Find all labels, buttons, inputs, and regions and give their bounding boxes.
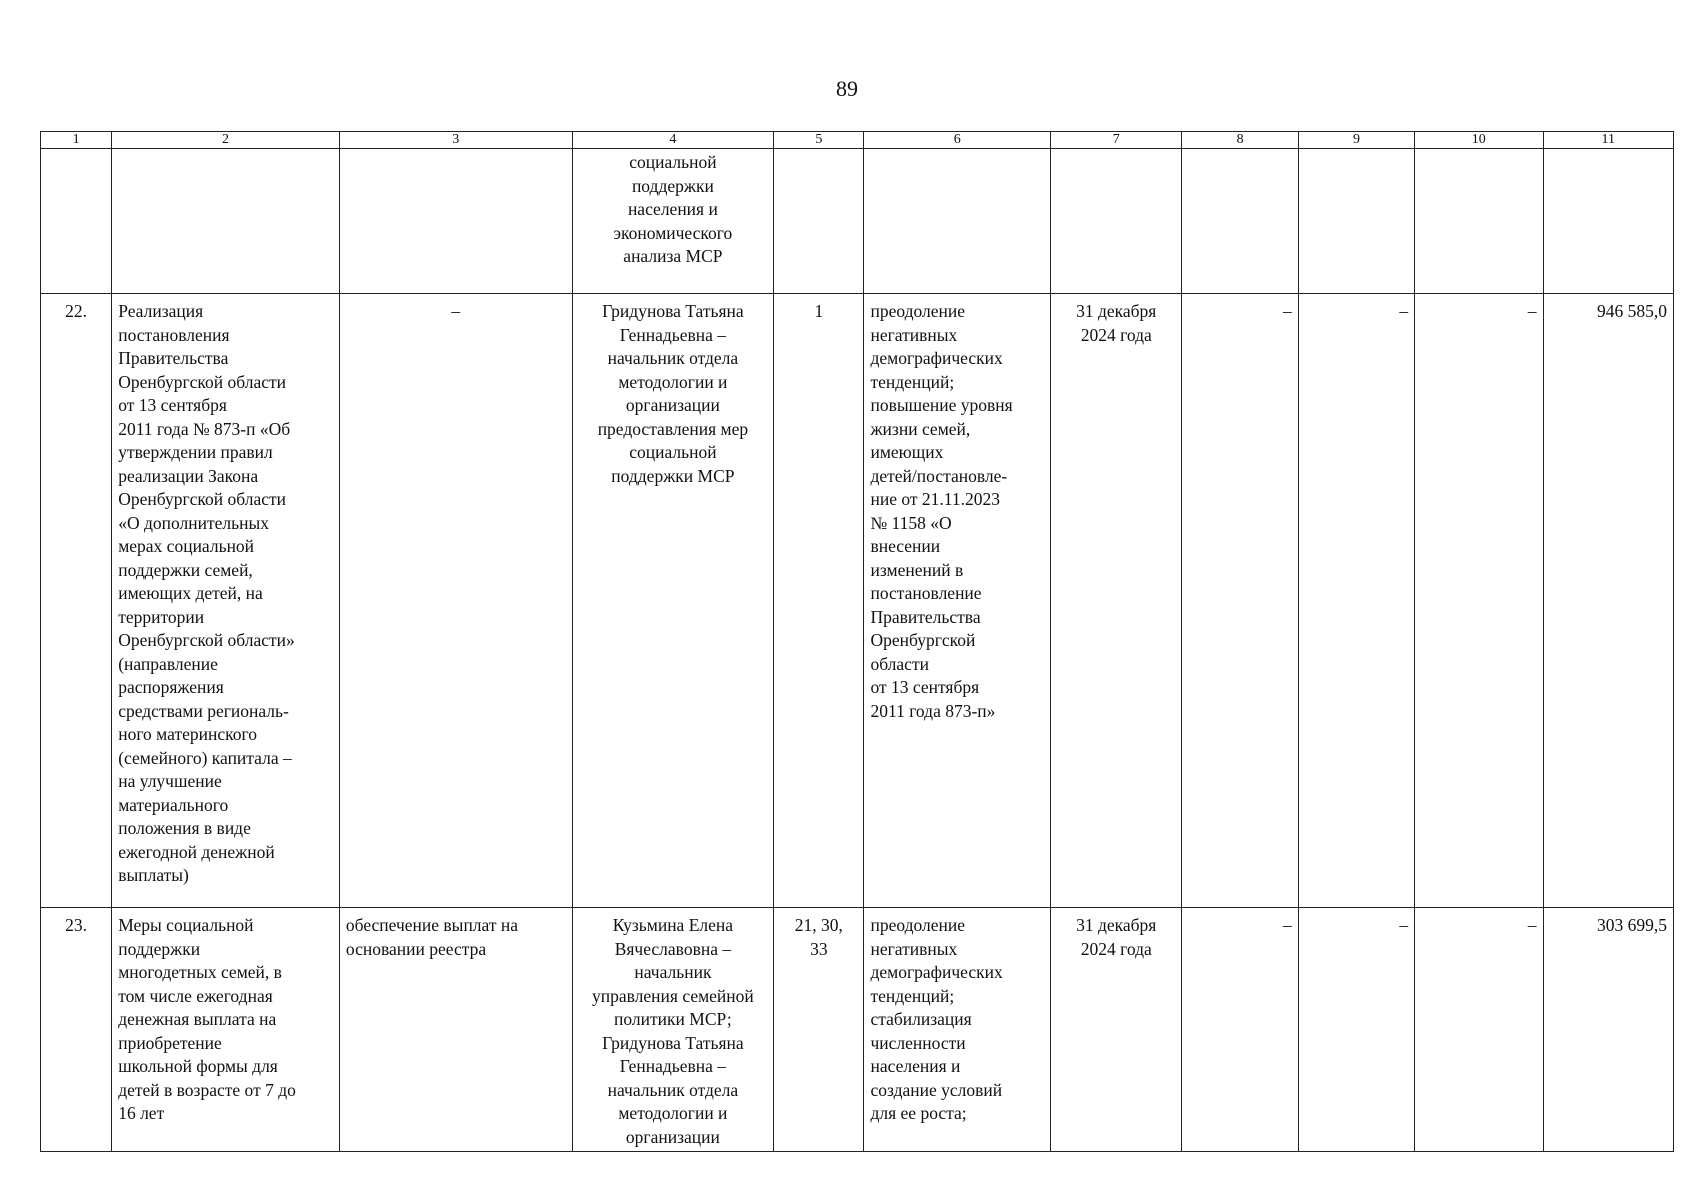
funding-amount: [1543, 149, 1674, 294]
column-number: 7: [1051, 132, 1182, 149]
deadline: 31 декабря 2024 года: [1051, 908, 1182, 1152]
column-number: 5: [774, 132, 864, 149]
measure-basis: –: [339, 294, 572, 908]
column-number: 6: [864, 132, 1051, 149]
expected-result: преодоление негативных демографических тенденций; повышение уровня жизни семей, имеющих детей/постановле- ние от 21.11.2023 № 1158 «О внесении изменений в постановление Правительства Оренбургской области от 13 сентября 2011 года 873-п»: [864, 294, 1051, 908]
table-row: [41, 908, 1674, 1152]
column-number-row: [41, 132, 1674, 149]
row-number: [41, 149, 112, 294]
table-row: [41, 149, 1674, 294]
row-number: 22.: [41, 294, 112, 908]
expected-result: преодоление негативных демографических тенденций; стабилизация численности населения и создание условий для ее роста;: [864, 908, 1051, 1152]
indicator-numbers: 1: [774, 294, 864, 908]
column-number: 9: [1298, 132, 1414, 149]
indicator-numbers: 21, 30, 33: [774, 908, 864, 1152]
table-row: [41, 294, 1674, 908]
column-number: 2: [112, 132, 340, 149]
col-10-value: –: [1415, 908, 1543, 1152]
column-number: 10: [1415, 132, 1543, 149]
col-8-value: [1182, 149, 1298, 294]
row-number: 23.: [41, 908, 112, 1152]
page-number: 89: [836, 76, 858, 101]
measure-basis: обеспечение выплат на основании реестра: [339, 908, 572, 1152]
col-9-value: [1298, 149, 1414, 294]
measures-table: [40, 131, 1674, 1152]
col-9-value: –: [1298, 294, 1414, 908]
column-number: 1: [41, 132, 112, 149]
responsible-person: социальной поддержки населения и экономического анализа МСР: [572, 149, 774, 294]
column-number: 8: [1182, 132, 1298, 149]
deadline: 31 декабря 2024 года: [1051, 294, 1182, 908]
measure-name: Реализация постановления Правительства Оренбургской области от 13 сентября 2011 года № 873-п «Об утверждении правил реализации Закона Оренбургской области «О дополнительных мерах социальной поддержки семей, имеющих детей, на территории Оренбургской области» (направление распоряжения средствами региональ- ного материнского (семейного) капитала – на улучшение материального положения в виде ежегодной денежной выплаты): [112, 294, 340, 908]
measure-basis: [339, 149, 572, 294]
indicator-numbers: [774, 149, 864, 294]
measure-name: Меры социальной поддержки многодетных семей, в том числе ежегодная денежная выплата на приобретение школьной формы для детей в возрасте от 7 до 16 лет: [112, 908, 340, 1152]
col-8-value: –: [1182, 294, 1298, 908]
column-number: 3: [339, 132, 572, 149]
responsible-person: Кузьмина Елена Вячеславовна – начальник управления семейной политики МСР; Гридунова Татьяна Геннадьевна – начальник отдела методологии и организации: [572, 908, 774, 1152]
column-number: 4: [572, 132, 774, 149]
column-number: 11: [1543, 132, 1674, 149]
col-8-value: –: [1182, 908, 1298, 1152]
col-10-value: [1415, 149, 1543, 294]
deadline: [1051, 149, 1182, 294]
col-10-value: –: [1415, 294, 1543, 908]
funding-amount: 303 699,5: [1543, 908, 1674, 1152]
measure-name: [112, 149, 340, 294]
col-9-value: –: [1298, 908, 1414, 1152]
expected-result: [864, 149, 1051, 294]
responsible-person: Гридунова Татьяна Геннадьевна – начальник отдела методологии и организации предоставления мер социальной поддержки МСР: [572, 294, 774, 908]
funding-amount: 946 585,0: [1543, 294, 1674, 908]
